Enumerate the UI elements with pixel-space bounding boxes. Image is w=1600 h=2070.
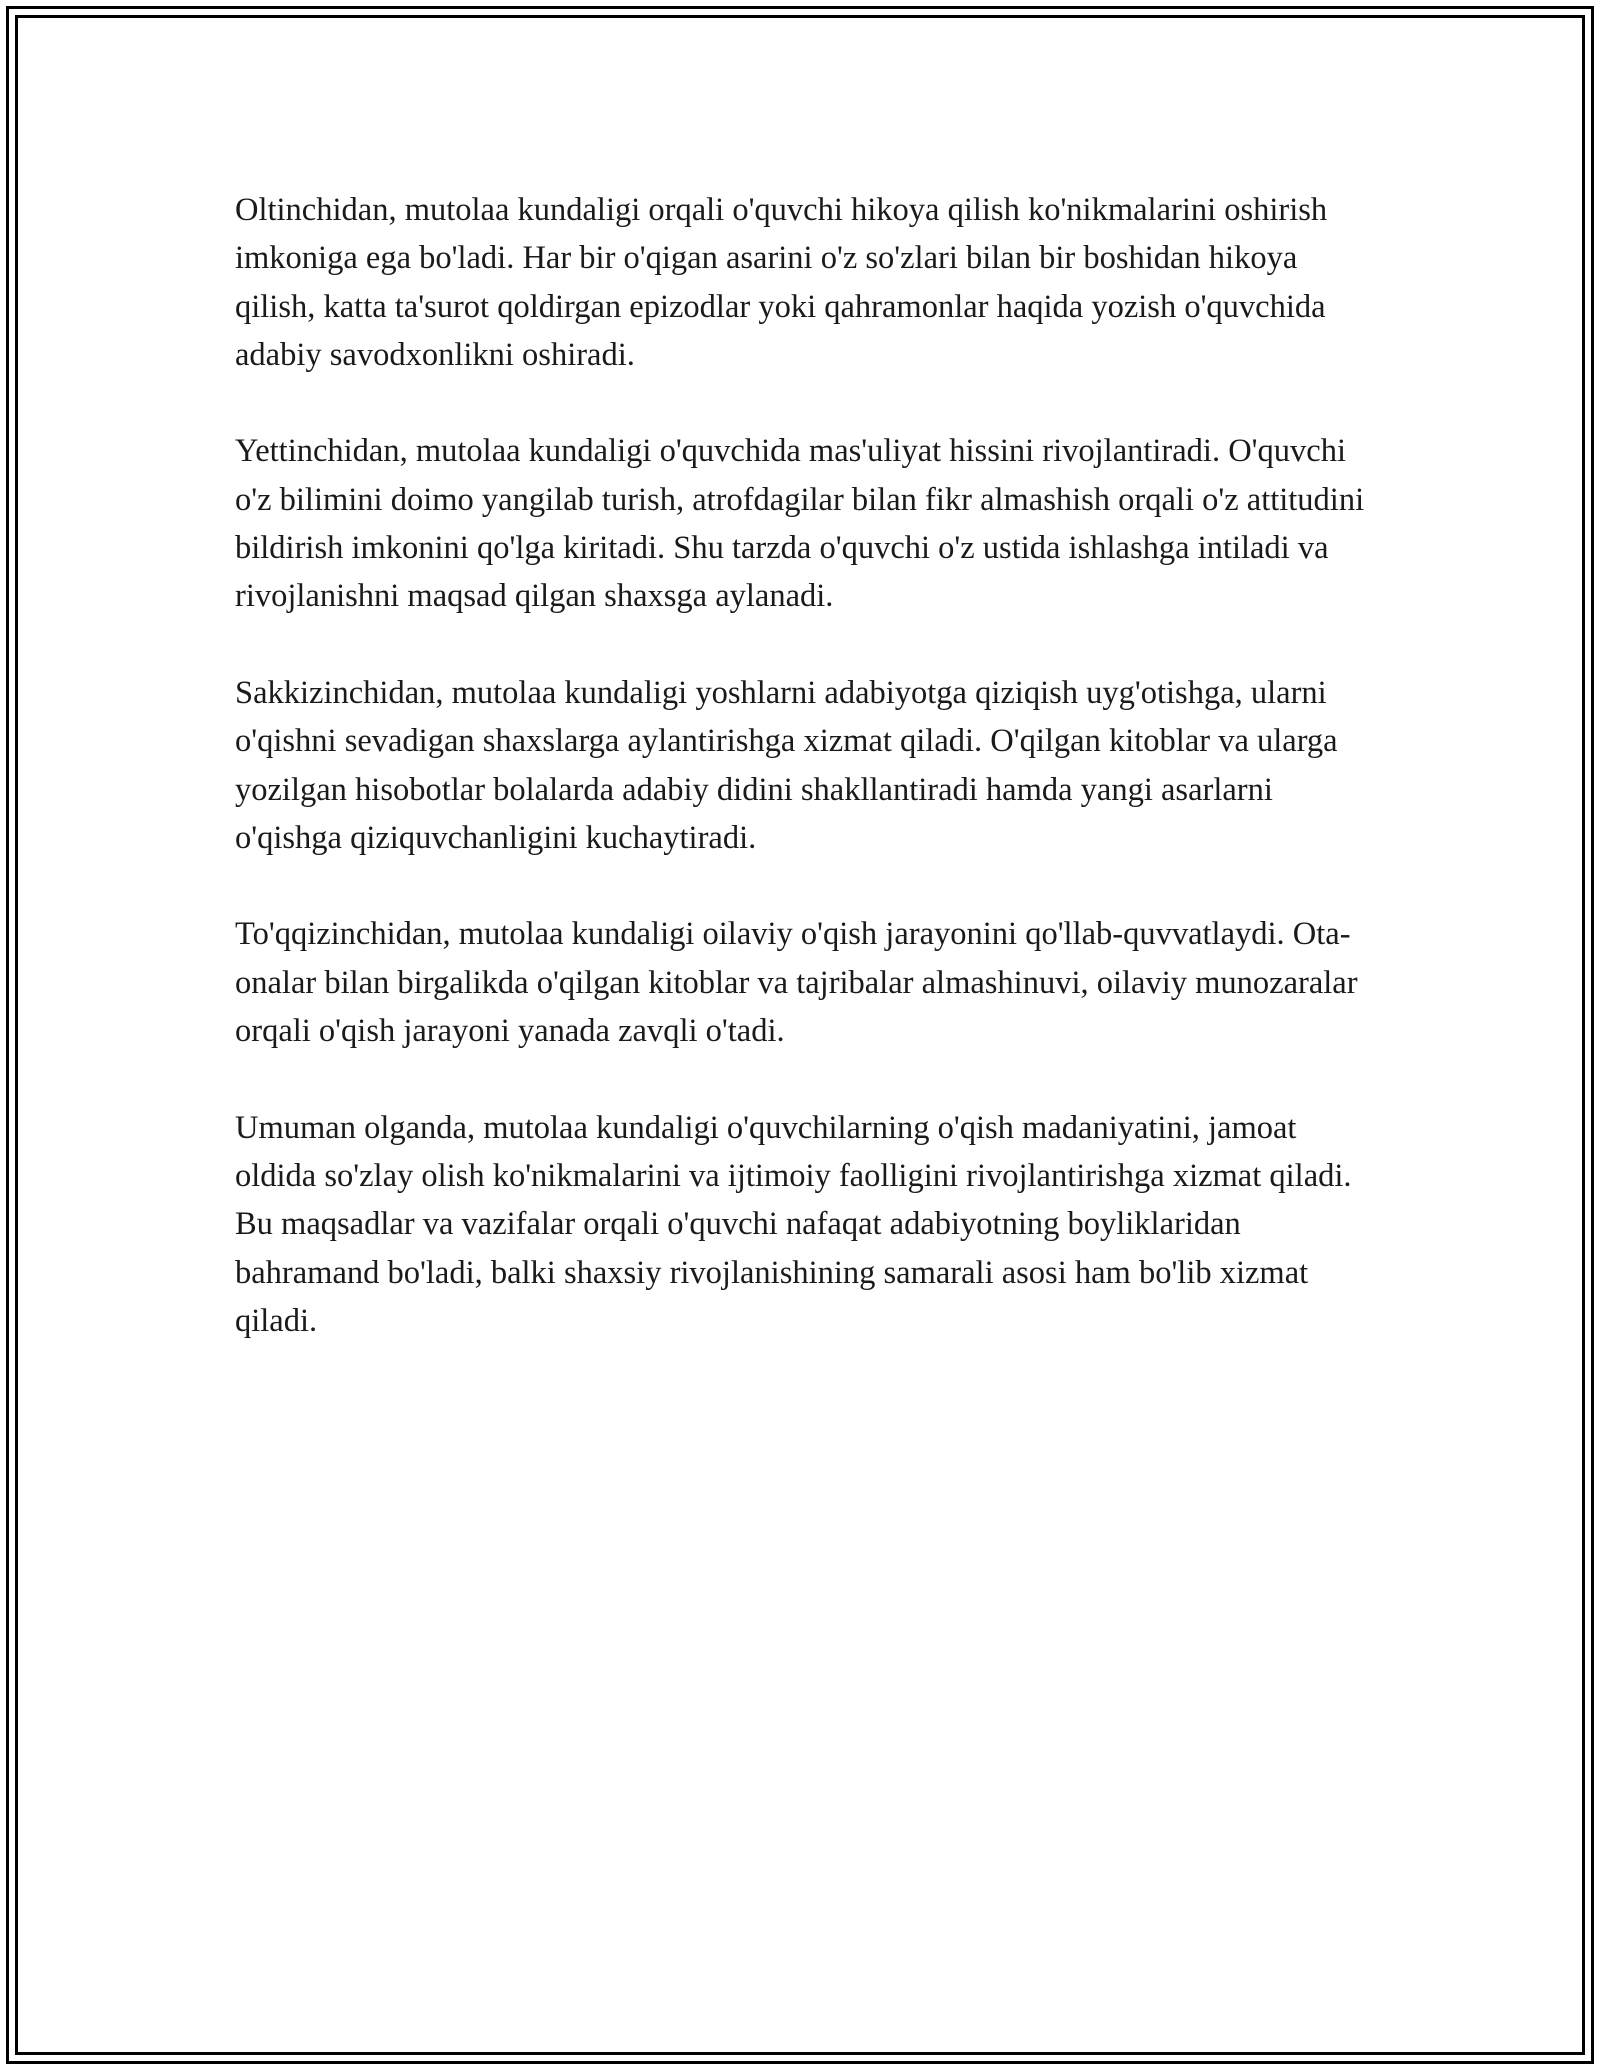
- paragraph-3: Sakkizinchidan, mutolaa kundaligi yoshlarni adabiyotga qiziqish uyg'otishga, ularni o'qishni sevadigan shaxslarga aylantirishga xizmat qiladi. O'qilgan kitoblar va ularga yozilgan hisobotlar bolalarda adabiy didini shakllantiradi hamda yangi asarlarni o'qishga qiziquvchanligini kuchaytiradi.: [235, 674, 1338, 856]
- paragraph-2: Yettinchidan, mutolaa kundaligi o'quvchida mas'uliyat hissini rivojlantiradi. O'quvchi o'z bilimini doimo yangilab turish, atrofdagilar bilan fikr almashish orqali o'z attitudini bildirish imkonini qo'lga kiritadi. Shu tarzda o'quvchi o'z ustida ishlashga intiladi va rivojlanishni maqsad qilgan shaxsga aylanadi.: [235, 433, 1365, 615]
- paragraph-5: Umuman olganda, mutolaa kundaligi o'quvchilarning o'qish madaniyatini, jamoat oldida so'zlay olish ko'nikmalarini va ijtimoiy faolligini rivojlantirishga xizmat qiladi. Bu maqsadlar va vazifalar orqali o'quvchi nafaqat adabiyotning boyliklaridan bahramand bo'ladi, balki shaxsiy rivojlanishining samarali asosi ham bo'lib xizmat qiladi.: [235, 1109, 1352, 1339]
- paragraph-1: Oltinchidan, mutolaa kundaligi orqali o'quvchi hikoya qilish ko'nikmalarini oshirish imkoniga ega bo'ladi. Har bir o'qigan asarini o'z so'zlari bilan bir boshidan hikoya qilish, katta ta'surot qoldirgan epizodlar yoki qahramonlar haqida yozish o'quvchida adabiy savodxonlikni oshiradi.: [235, 192, 1328, 373]
- paragraph-4: To'qqizinchidan, mutolaa kundaligi oilaviy o'qish jarayonini qo'llab-quvvatlaydi. Ota-onalar bilan birgalikda o'qilgan kitoblar va tajribalar almashinuvi, oilaviy munozaralar orqali o'qish jarayoni yanada zavqli o'tadi.: [235, 916, 1358, 1050]
- document-body: [235, 186, 1380, 1345]
